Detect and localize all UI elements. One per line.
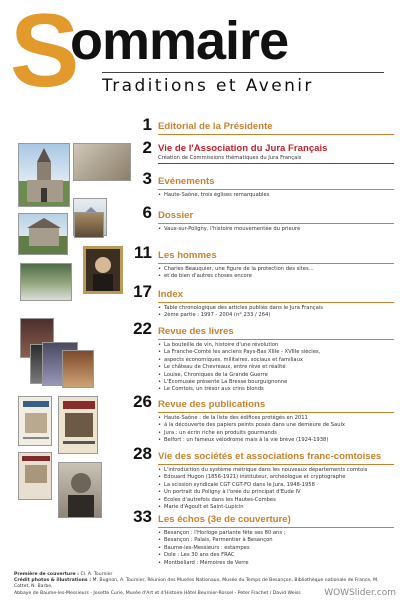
portrait-icon-2: [59, 463, 102, 518]
list-item: • Besançon : Palais, Parmentier à Besançon: [158, 537, 394, 544]
entry-title: Evénements: [158, 176, 215, 187]
credits-label-1: Première de couverture :: [14, 572, 80, 577]
publication-3: [18, 452, 52, 500]
page-number: 6: [142, 203, 152, 222]
divider: [158, 189, 394, 190]
list-item: • Haute-Saône : de la liste des édifices protégés en 2011: [158, 415, 394, 422]
divider: [158, 163, 394, 164]
entry-title: Vie de l'Association du Jura Français: [158, 143, 328, 154]
list-item: • Jura : un écrin riche en produits gourmands: [158, 430, 394, 437]
divider: [158, 223, 394, 224]
divider: [158, 412, 394, 413]
list-item: • Montbéliard : Mémoires de Verre: [158, 560, 394, 567]
church-photo: [18, 143, 70, 207]
entry-title: Index: [158, 289, 184, 300]
list-item: • Charles Beauquier, une figure de la protection des sites…: [158, 266, 394, 273]
page-number: 11: [134, 243, 152, 262]
credits-text-2: M. Bugnon, A. Tournier, Réunion des Musées Nationaux, Musée du Temps de Besançon, Bibliothèque nationale de France, M. Cottet, N. Barbe,: [14, 578, 379, 590]
list-item: • L'Ecomusée présente La Bresse bourguignonne: [158, 379, 394, 386]
list-item: • Besançon : l'Horloge parlante fête ses 80 ans ;: [158, 530, 394, 537]
divider: [158, 464, 394, 465]
list-item: • Le château de Chevreaux, entre rêve et réalité: [158, 364, 394, 371]
entry-title: Les hommes: [158, 250, 217, 261]
page-number: 33: [133, 507, 152, 526]
header: [0, 0, 400, 105]
entry-title: Vie des sociétés et associations franc-comtoises: [158, 451, 382, 462]
publication-icon: [19, 397, 52, 446]
publication-icon-2: [19, 453, 52, 500]
list-item: • Baume-les-Messieurs : estampes: [158, 545, 394, 552]
publication-2: [58, 396, 98, 454]
entry-title: Editorial de la Présidente: [158, 121, 273, 132]
list-item: • 2ème partie : 1997 - 2004 (n° 233 / 264): [158, 312, 394, 319]
page-number: 26: [133, 392, 152, 411]
list-item: • Dole : Les 30 ans des FRAC: [158, 552, 394, 559]
entry-title: Revue des publications: [158, 399, 266, 410]
list-item: • aspects économiques, militaires, sociaux et familiaux: [158, 357, 394, 364]
list-item: • La scission syndicale CGT CGT-FO dans le Jura, 1948-1958: [158, 482, 394, 489]
list-item: • Ecoles d'autrefois dans les Hautes-Combes: [158, 497, 394, 504]
list-item: • Belfort : un fameux vélodrome mais à la vie brève (1924-1938): [158, 437, 394, 444]
subtitle: Traditions et Avenir: [102, 76, 314, 96]
watermark: WOWSlider.com: [324, 588, 396, 598]
landscape-photo: [20, 263, 72, 301]
list-item: • Table chronologique des articles publiés dans le Jura Français: [158, 305, 394, 312]
list-item: • Marie d'Agoult et Saint-Lupicin: [158, 504, 394, 511]
list-item: • Vaux-sur-Poligny, l'histoire mouvementée du prieuré: [158, 226, 394, 233]
priory-icon: [19, 214, 68, 255]
credits-label-2: Crédit photos & illustrations :: [14, 578, 92, 584]
list-item: • Un portrait du Poligny à l'orée du principat d'Eude IV: [158, 489, 394, 496]
priory-photo: [18, 213, 68, 255]
page-number: 17: [133, 282, 152, 301]
publication-1: [18, 396, 52, 446]
divider: [158, 263, 394, 264]
list-item: • La bouteille de vin, histoire d'une révolution: [158, 342, 394, 349]
header-rule: [102, 72, 384, 73]
list-item: • L'introduction du système métrique dans les nouveaux départements comtois: [158, 467, 394, 474]
list-item: • Le Comtois, un trésor aux crins blonds: [158, 386, 394, 393]
list-item: • Haute-Saône, trois églises remarquables: [158, 192, 394, 199]
church-icon: [19, 144, 70, 207]
poster-icon: [59, 397, 98, 454]
list-item: • La Franche-Comté les anciens Pays-Bas XIIIe - XVIIIe siècles,: [158, 349, 394, 356]
credits-text-3: Abbaye de Baume-les-Messieurs - Josette Curie, Musée d'Art et d'Histoire Hôtel Beurnier-Rossel - Peter Frachet / David Weiss: [14, 590, 301, 596]
entry-title: Revue des livres: [158, 326, 234, 337]
credits-text-1: Cl. A. Tournier: [80, 572, 113, 577]
divider: [158, 527, 394, 528]
portrait-hugon: [58, 462, 102, 518]
svg-text:S: S: [10, 8, 80, 94]
divider: [158, 302, 394, 303]
page-number: 1: [142, 115, 152, 134]
statue-photo: [74, 212, 104, 238]
list-item: • et de bien d'autres choses encore: [158, 273, 394, 280]
list-item: • Louise, Chroniques de la Grande Guerre: [158, 372, 394, 379]
page-number: 22: [133, 319, 152, 338]
entry-title: Dossier: [158, 210, 194, 221]
title-rest: ommaire: [70, 11, 289, 71]
list-item: • à la découverte des papiers peints posés dans une demeure de Saulx: [158, 422, 394, 429]
entry-subtitle: Création de Commissions thématiques du Jura Français: [158, 155, 302, 161]
divider: [158, 339, 394, 340]
page-number: 3: [142, 169, 152, 188]
entry-title: Les échos (3e de couverture): [158, 514, 291, 525]
list-item: • Edouard Hugon (1856-1921) instituteur, archéologue et cryptographe: [158, 474, 394, 481]
divider: [158, 134, 394, 135]
page-number: 28: [133, 444, 152, 463]
book-cover-4: [62, 350, 94, 388]
page-number: 2: [142, 138, 152, 157]
